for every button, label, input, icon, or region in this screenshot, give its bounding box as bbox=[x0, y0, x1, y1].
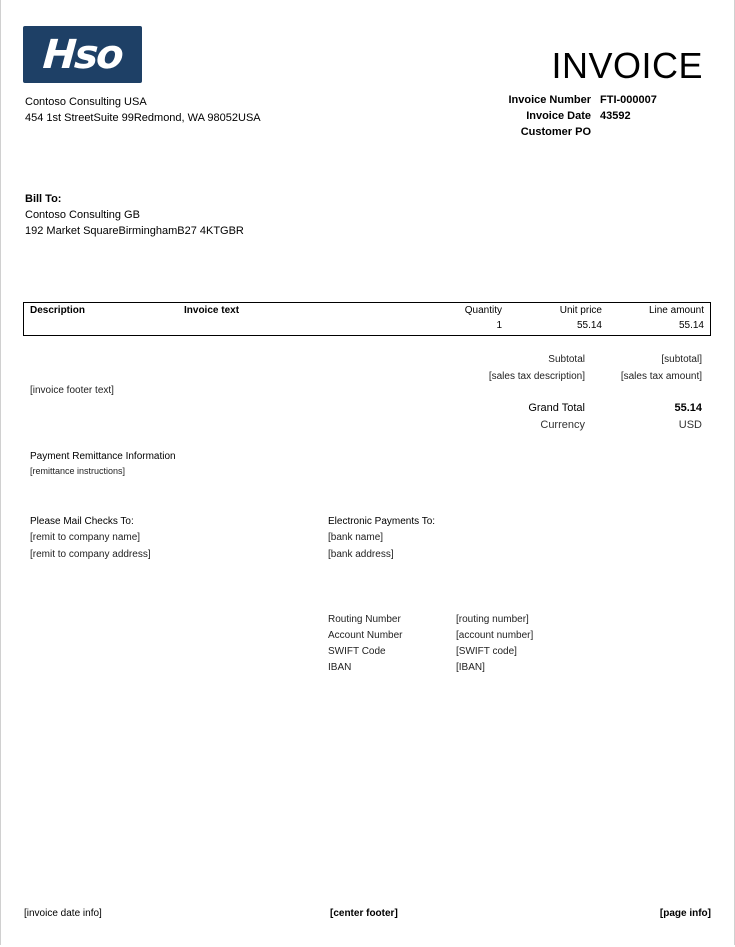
subtotal-value: [subtotal] bbox=[661, 354, 702, 365]
bill-to-name: Contoso Consulting GB bbox=[25, 209, 140, 221]
grand-total-label: Grand Total bbox=[528, 402, 585, 414]
company-block bbox=[25, 94, 261, 126]
routing-number-label: Routing Number bbox=[328, 614, 401, 625]
row-line-amount: 55.14 bbox=[678, 320, 704, 331]
iban-value: [IBAN] bbox=[456, 662, 485, 673]
invoice-lines-table bbox=[23, 302, 711, 336]
company-name: Contoso Consulting USA bbox=[25, 96, 147, 108]
remit-company-address: [remit to company address] bbox=[30, 549, 151, 560]
invoice-title: INVOICE bbox=[551, 45, 703, 86]
bill-to-block bbox=[25, 191, 244, 239]
routing-number-value: [routing number] bbox=[456, 614, 529, 625]
currency-label: Currency bbox=[540, 419, 585, 431]
mail-checks-title: Please Mail Checks To: bbox=[30, 516, 134, 527]
invoice-number-value: FTI-000007 bbox=[600, 94, 657, 106]
remittance-instructions: [remittance instructions] bbox=[30, 466, 126, 476]
subtotal-label: Subtotal bbox=[548, 354, 585, 365]
header-description: Description bbox=[30, 305, 86, 316]
bank-name: [bank name] bbox=[328, 532, 384, 543]
header-unit-price: Unit price bbox=[559, 305, 602, 316]
currency-value: USD bbox=[678, 419, 702, 431]
company-address: 454 1st StreetSuite 99Redmond, WA 98052USA bbox=[25, 112, 261, 124]
company-logo bbox=[23, 26, 142, 83]
invoice-footer-text: [invoice footer text] bbox=[30, 385, 114, 396]
account-number-value: [account number] bbox=[456, 630, 534, 641]
tax-label: [sales tax description] bbox=[488, 371, 585, 382]
remittance-title: Payment Remittance Information bbox=[30, 451, 176, 462]
swift-code-label: SWIFT Code bbox=[328, 646, 386, 657]
logo-text: Hso bbox=[41, 31, 124, 78]
remit-company-name: [remit to company name] bbox=[30, 532, 141, 543]
header-line-amount: Line amount bbox=[648, 305, 704, 316]
row-quantity: 1 bbox=[496, 320, 502, 331]
footer-left: [invoice date info] bbox=[24, 908, 102, 919]
electronic-payments-title: Electronic Payments To: bbox=[328, 516, 436, 527]
bill-to-label: Bill To: bbox=[25, 193, 62, 205]
grand-total-value: 55.14 bbox=[674, 402, 702, 414]
bank-address: [bank address] bbox=[328, 549, 394, 560]
row-unit-price: 55.14 bbox=[576, 320, 602, 331]
header-invoice-text: Invoice text bbox=[184, 305, 240, 316]
header-quantity: Quantity bbox=[464, 305, 502, 316]
swift-code-value: [SWIFT code] bbox=[456, 646, 517, 657]
invoice-date-label: Invoice Date bbox=[526, 110, 591, 122]
account-number-label: Account Number bbox=[328, 630, 403, 641]
invoice-date-value: 43592 bbox=[600, 110, 631, 122]
tax-value: [sales tax amount] bbox=[620, 371, 702, 382]
bill-to-address: 192 Market SquareBirminghamB27 4KTGBR bbox=[25, 225, 244, 237]
iban-label: IBAN bbox=[328, 662, 352, 673]
footer-center: [center footer] bbox=[330, 908, 398, 919]
customer-po-label: Customer PO bbox=[520, 126, 591, 138]
footer-right: [page info] bbox=[659, 908, 711, 919]
invoice-number-label: Invoice Number bbox=[508, 94, 591, 106]
